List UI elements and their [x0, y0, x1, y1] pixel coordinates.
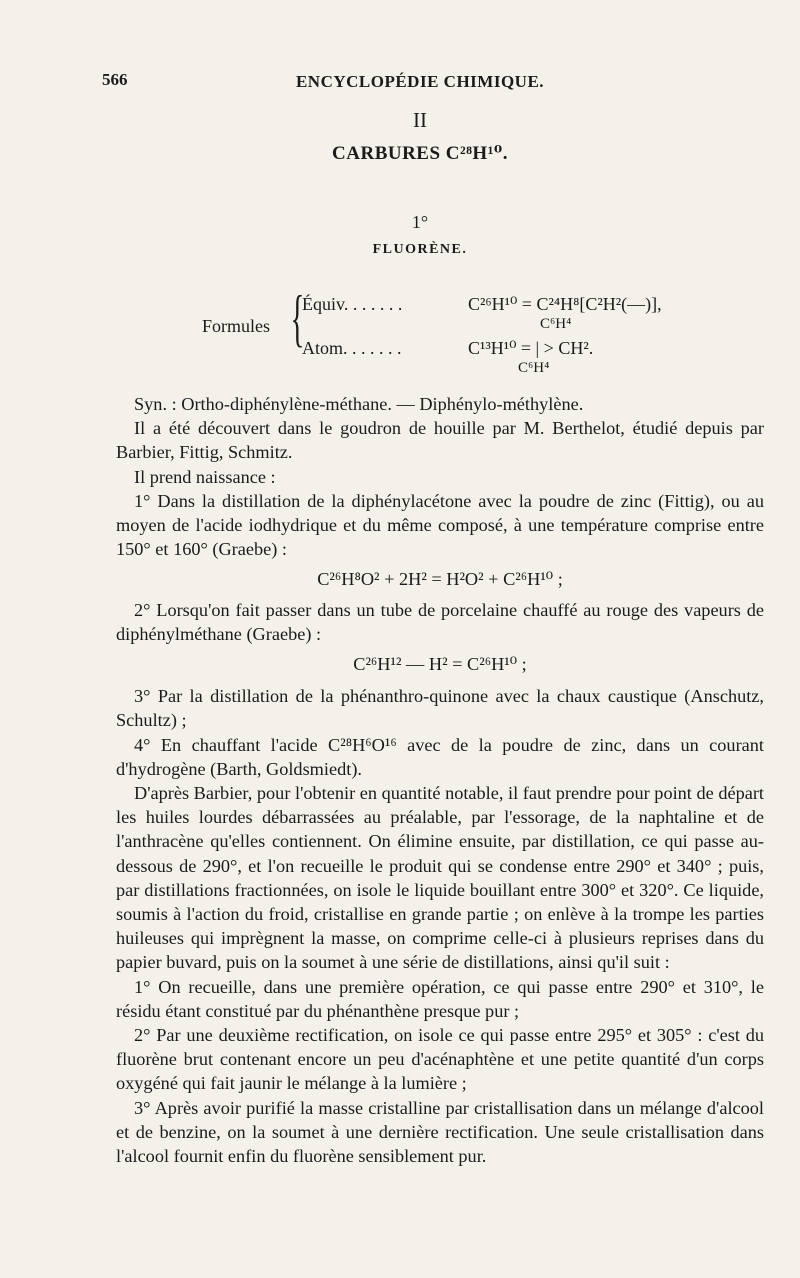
paragraph: 3° Par la distillation de la phénanthro-quinone avec la chaux caustique (Anschutz, Schultz) ;	[116, 686, 764, 731]
formula-row-name-atom: Atom. . . . . . .	[302, 338, 402, 358]
formula-label: Formules	[202, 316, 271, 336]
paragraph: 2° Lorsqu'on fait passer dans un tube de porcelaine chauffé au rouge des vapeurs de diphénylméthane (Graebe) :	[116, 599, 764, 644]
paragraph: 4° En chauffant l'acide C²⁸H⁶O¹⁶ avec de la poudre de zinc, dans un courant d'hydrogène (Barth, Goldsmiedt).	[116, 734, 764, 779]
paragraph: D'après Barbier, pour l'obtenir en quantité notable, il faut prendre pour point de départ les huiles lourdes débarrassées au préalable, par l'essorage, de la naphtaline et de l'anthracène qu'elles contiennent. On élimine ensuite, par distillation, ce qui passe au-dessous de 290°, et l'on recueille le produit qui se condense entre 290° et 340° ; puis, par distillations fractionnées, on isole le liquide bouillant entre 300° et 320°. Ce liquide, soumis à l'action du froid, cristallise en grande partie ; on enlève à la trompe les parties huileuses qui imprègnent la masse, on comprime celle-ci à plusieurs reprises dans du papier buvard, puis on la soumet à une série de distillations, ainsi qu'il suit :	[116, 783, 764, 973]
formula-row-name-equiv: Équiv. . . . . . .	[302, 294, 403, 314]
brace-glyph: {	[290, 282, 305, 353]
formula-atom-below: C⁶H⁴	[518, 360, 550, 376]
page-header	[102, 70, 738, 94]
page-number: 566	[102, 70, 128, 89]
paragraph: Il prend naissance :	[134, 466, 276, 487]
synonyms-paragraph: Syn. : Ortho-diphénylène-méthane. — Diphénylo-méthylène.	[134, 394, 584, 414]
paragraph: 1° On recueille, dans une première opération, ce qui passe entre 290° et 310°, le résidu étant constitué par du phénanthène presque pur ;	[116, 976, 764, 1021]
paragraph: 3° Après avoir purifié la masse cristalline par cristallisation dans un mélange d'alcool et de benzine, on la soumet à une dernière rectification. Une seule cristallisation dans l'alcool fournit enfin du fluorène sensiblement pur.	[116, 1097, 764, 1167]
subsection-number: 1°	[411, 212, 429, 232]
formula-equiv-below: C⁶H⁴	[540, 316, 572, 332]
paragraph: 1° Dans la distillation de la diphénylacétone avec la poudre de zinc (Fittig), ou au moyen de l'acide iodhydrique et du même composé, à une température comprise entre 150° et 160° (Graebe) :	[116, 490, 764, 560]
section-title: CARBURES C²⁸H¹⁰.	[332, 143, 508, 164]
paragraph: 2° Par une deuxième rectification, on isole ce qui passe entre 295° et 305° : c'est du fluorène brut contenant encore un peu d'acénaphtène et une petite quantité d'un corps oxygéné qui fait jaunir le mélange à la lumière ;	[116, 1025, 764, 1094]
equation: C²⁶H¹² — H² = C²⁶H¹⁰ ;	[353, 654, 527, 675]
section-number: II	[413, 108, 427, 132]
body-text	[116, 392, 764, 1168]
subsection-title: FLUORÈNE.	[372, 242, 468, 257]
paragraph: Il a été découvert dans le goudron de houille par M. Berthelot, étudié depuis par Barbier, Fittig, Schmitz.	[116, 418, 764, 463]
formula-atom: C¹³H¹⁰ = | > CH².	[468, 338, 594, 358]
formula-block	[140, 282, 700, 376]
running-title: ENCYCLOPÉDIE CHIMIQUE.	[295, 72, 545, 91]
formula-equiv: C²⁶H¹⁰ = C²⁴H⁸[C²H²(—)],	[468, 294, 662, 314]
equation: C²⁶H⁸O² + 2H² = H²O² + C²⁶H¹⁰ ;	[317, 569, 563, 590]
